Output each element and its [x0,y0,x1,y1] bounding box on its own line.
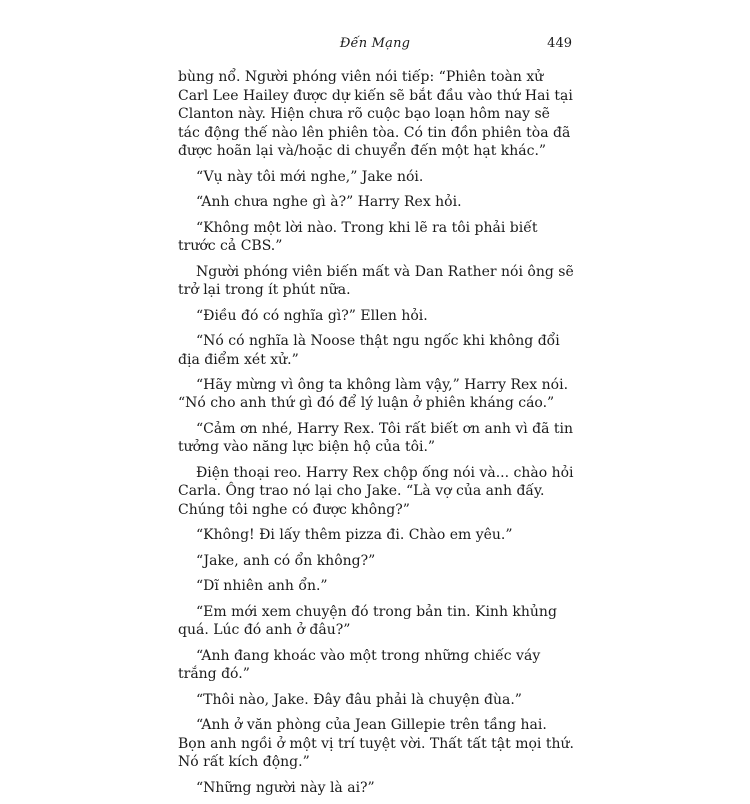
running-title: Đến Mạng [339,36,411,51]
paragraph: “Thôi nào, Jake. Đây đâu phải là chuyện đùa.” [196,691,522,708]
paragraph: “Anh ở văn phòng của Jean Gillepie trên tầng hai. Bọn anh ngồi ở một vị trí tuyệt vời. Thất tất tật mọi thứ. Nó rất kích động.” [178,716,574,771]
paragraph: “Vụ này tôi mới nghe,” Jake nói. [196,168,424,185]
paragraph: “Hãy mừng vì ông ta không làm vậy,” Harry Rex nói. “Nó cho anh thứ gì đó để lý luận ở phiên kháng cáo.” [178,376,569,412]
paragraph: “Không! Đi lấy thêm pizza đi. Chào em yêu.” [196,527,513,544]
paragraph: “Dĩ nhiên anh ổn.” [196,578,328,595]
paragraph: “Em mới xem chuyện đó trong bản tin. Kinh khủng quá. Lúc đó anh ở đâu?” [178,603,557,639]
page-number: 449 [547,36,572,51]
paragraph: “Không một lời nào. Trong khi lẽ ra tôi phải biết trước cả CBS.” [178,219,538,255]
paragraph: “Những người này là ai?” [196,779,375,796]
paragraph: Người phóng viên biến mất và Dan Rather nói ông sẽ trở lại trong ít phút nữa. [178,263,574,299]
paragraph: “Nó có nghĩa là Noose thật ngu ngốc khi không đổi địa điểm xét xử.” [178,332,560,368]
paragraph: “Anh chưa nghe gì à?” Harry Rex hỏi. [196,194,462,211]
paragraph: “Điều đó có nghĩa gì?” Ellen hỏi. [196,307,428,324]
paragraph: bùng nổ. Người phóng viên nói tiếp: “Phiên toàn xử Carl Lee Hailey được dự kiến sẽ bắt đầu vào thứ Hai tại Clanton này. Hiện chưa rõ cuộc bạo loạn hôm nay sẽ tác động thế nào lên phiên tòa. Có tin đồn phiên tòa đã được hoãn lại và/hoặc di chuyển đến một hạt khác.” [178,69,573,160]
paragraph: “Cảm ơn nhé, Harry Rex. Tôi rất biết ơn anh vì đã tin tưởng vào năng lực biện hộ của tôi.” [178,420,574,456]
paragraph: Điện thoại reo. Harry Rex chộp ống nói và... chào hỏi Carla. Ông trao nó lại cho Jake. “Là vợ của anh đấy. Chúng tôi nghe có được không?” [178,464,574,519]
running-head [178,36,572,56]
paragraph: “Anh đang khoác vào một trong những chiếc váy trắng đó.” [178,647,541,683]
paragraph: “Jake, anh có ổn không?” [196,552,376,569]
body-text [178,68,576,804]
